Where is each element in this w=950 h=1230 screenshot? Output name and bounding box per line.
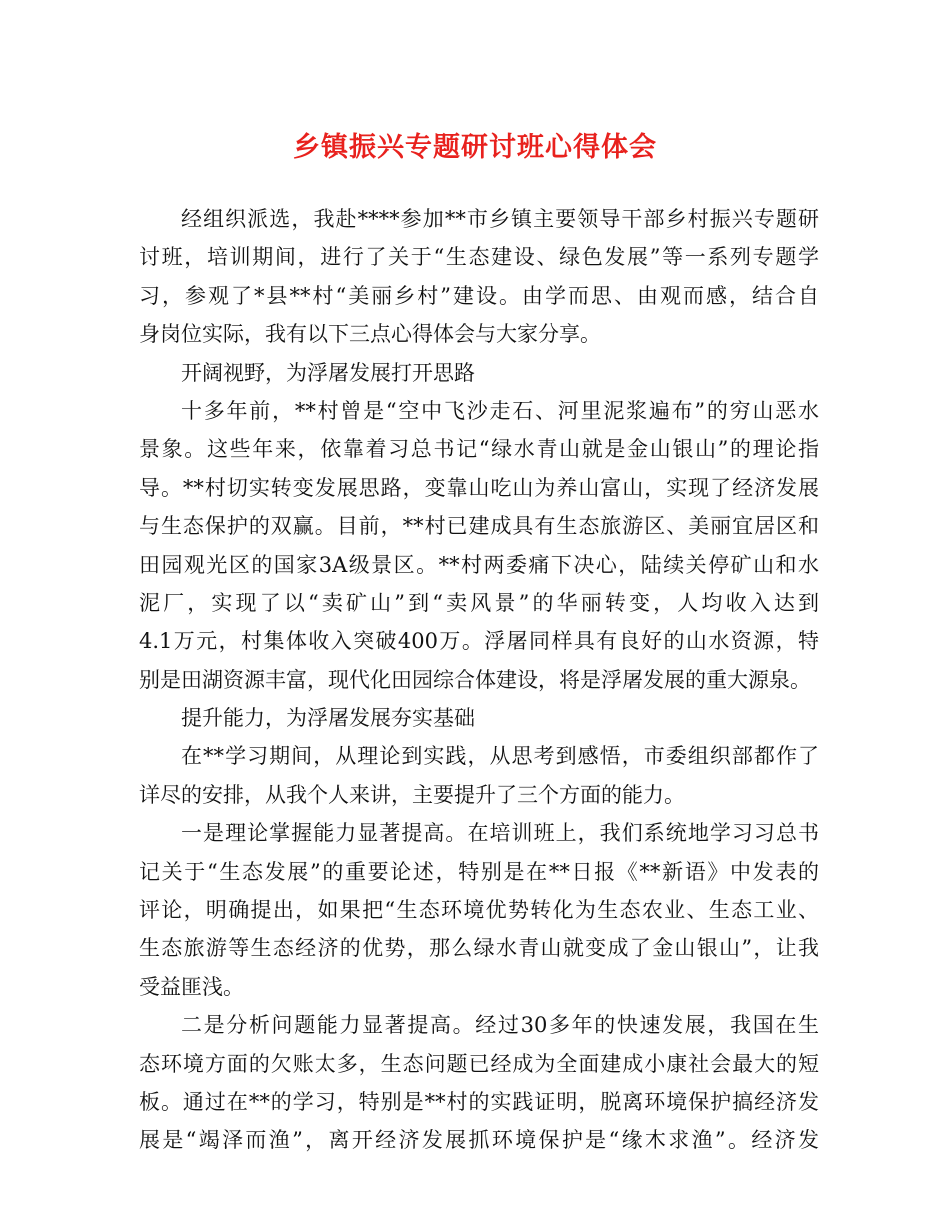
paragraph-2-line-4: 与生态保护的双赢。目前，**村已建成具有生态旅游区、美丽宜居区和 bbox=[139, 514, 819, 539]
paragraph-4-line-2: 记关于“生态发展”的重要论述，特别是在**日报《**新语》中发表的 bbox=[139, 859, 819, 884]
paragraph-2-line-2: 景象。这些年来，依靠着习总书记“绿水青山就是金山银山”的理论指 bbox=[139, 437, 819, 462]
paragraph-2-line-8: 别是田湖资源丰富，现代化田园综合体建设，将是浮屠发展的重大源泉。 bbox=[139, 667, 811, 692]
paragraph-2-line-1: 十多年前，**村曾是“空中飞沙走石、河里泥浆遍布”的穷山恶水 bbox=[181, 398, 819, 423]
paragraph-1-line-2: 讨班，培训期间，进行了关于“生态建设、绿色发展”等一系列专题学 bbox=[139, 245, 819, 270]
paragraph-2-line-5: 田园观光区的国家3A级景区。**村两委痛下决心，陆续关停矿山和水 bbox=[139, 552, 819, 577]
paragraph-4-line-1: 一是理论掌握能力显著提高。在培训班上，我们系统地学习习总书 bbox=[181, 821, 819, 846]
paragraph-4-line-4: 生态旅游等生态经济的优势，那么绿水青山就变成了金山银山”，让我 bbox=[139, 936, 819, 961]
paragraph-2-line-7: 4.1万元，村集体收入突破400万。浮屠同样具有良好的山水资源，特 bbox=[139, 629, 819, 654]
section-heading-2: 提升能力，为浮屠发展夯实基础 bbox=[181, 706, 475, 731]
paragraph-4-line-5: 受益匪浅。 bbox=[139, 974, 244, 999]
paragraph-5-line-3: 板。通过在**的学习，特别是**村的实践证明，脱离环境保护搞经济发 bbox=[139, 1089, 819, 1114]
paragraph-5-line-2: 态环境方面的欠账太多，生态问题已经成为全面建成小康社会最大的短 bbox=[139, 1051, 819, 1076]
paragraph-2-line-6: 泥厂，实现了以“卖矿山”到“卖风景”的华丽转变，人均收入达到 bbox=[139, 590, 819, 615]
paragraph-5-line-4: 展是“竭泽而渔”，离开经济发展抓环境保护是“缘木求渔”。经济发 bbox=[139, 1128, 819, 1153]
paragraph-2-line-3: 导。**村切实转变发展思路，变靠山吃山为养山富山，实现了经济发展 bbox=[139, 475, 819, 500]
paragraph-3-line-2: 详尽的安排，从我个人来讲，主要提升了三个方面的能力。 bbox=[139, 782, 685, 807]
paragraph-4-line-3: 评论，明确提出，如果把“生态环境优势转化为生态农业、生态工业、 bbox=[139, 898, 819, 923]
paragraph-1-line-4: 身岗位实际，我有以下三点心得体会与大家分享。 bbox=[139, 322, 601, 347]
section-heading-1: 开阔视野，为浮屠发展打开思路 bbox=[181, 360, 475, 385]
document-title: 乡镇振兴专题研讨班心得体会 bbox=[293, 132, 657, 163]
document-body bbox=[139, 200, 819, 1160]
paragraph-1-line-1: 经组织派选，我赴****参加**市乡镇主要领导干部乡村振兴专题研 bbox=[181, 207, 819, 231]
paragraph-3-line-1: 在**学习期间，从理论到实践，从思考到感悟，市委组织部都作了 bbox=[181, 744, 819, 769]
paragraph-1-line-3: 习，参观了*县**村“美丽乡村”建设。由学而思、由观而感，结合自 bbox=[139, 283, 819, 308]
paragraph-5-line-1: 二是分析问题能力显著提高。经过30多年的快速发展，我国在生 bbox=[181, 1013, 819, 1038]
